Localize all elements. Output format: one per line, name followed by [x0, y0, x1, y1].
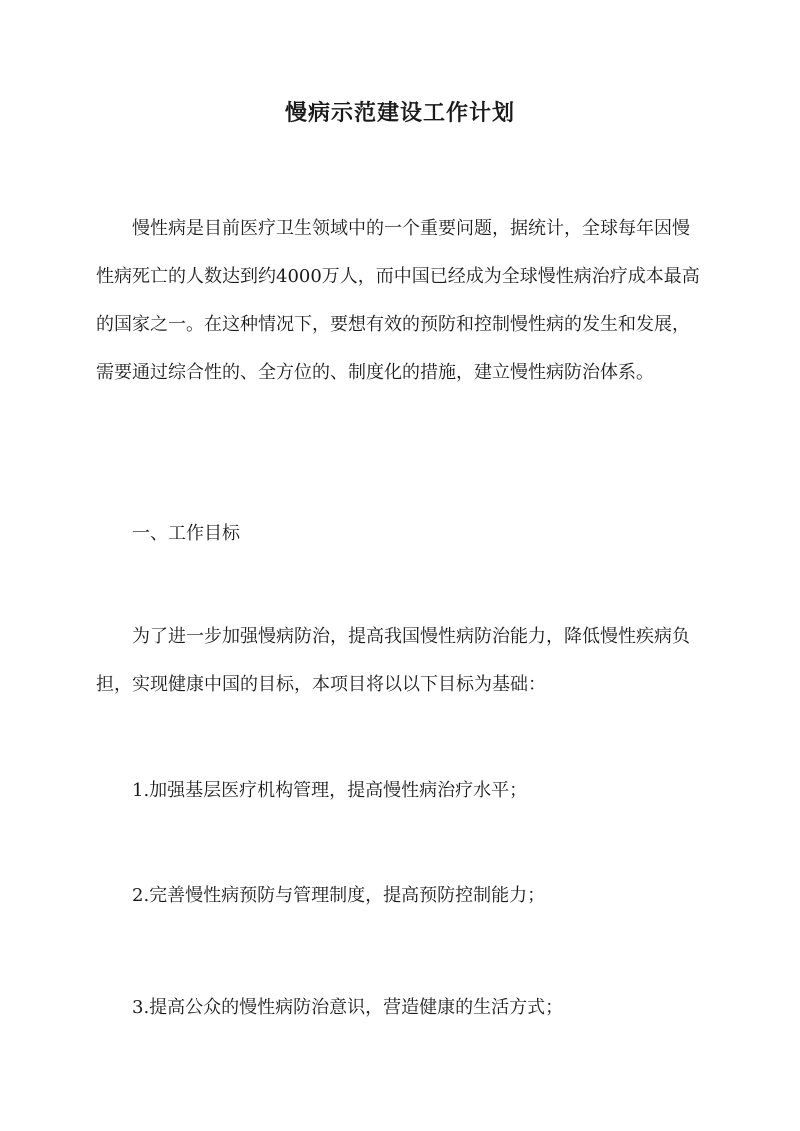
document-title: 慢病示范建设工作计划	[284, 100, 515, 126]
goal-item-1: 1.加强基层医疗机构管理，提高慢性病治疗水平；	[132, 780, 528, 801]
goal-item-3: 3.提高公众的慢性病防治意识，营造健康的生活方式；	[132, 997, 564, 1018]
goal-item-2: 2.完善慢性病预防与管理制度，提高预防控制能力；	[132, 885, 546, 906]
intro-paragraph: 慢性病是目前医疗卫生领域中的一个重要问题，据统计，全球每年因慢性病死亡的人数达到约4000万人，而中国已经成为全球慢性病治疗成本最高的国家之一。在这种情况下，要想有效的预防和控制慢性病的发生和发展，需要通过综合性的、全方位的、制度化的措施，建立慢性病防治体系。	[96, 218, 700, 383]
section-heading: 一、工作目标	[132, 523, 240, 544]
section-paragraph: 为了进一步加强慢病防治，提高我国慢性病防治能力，降低慢性疾病负担，实现健康中国的目标，本项目将以以下目标为基础：	[96, 626, 690, 695]
